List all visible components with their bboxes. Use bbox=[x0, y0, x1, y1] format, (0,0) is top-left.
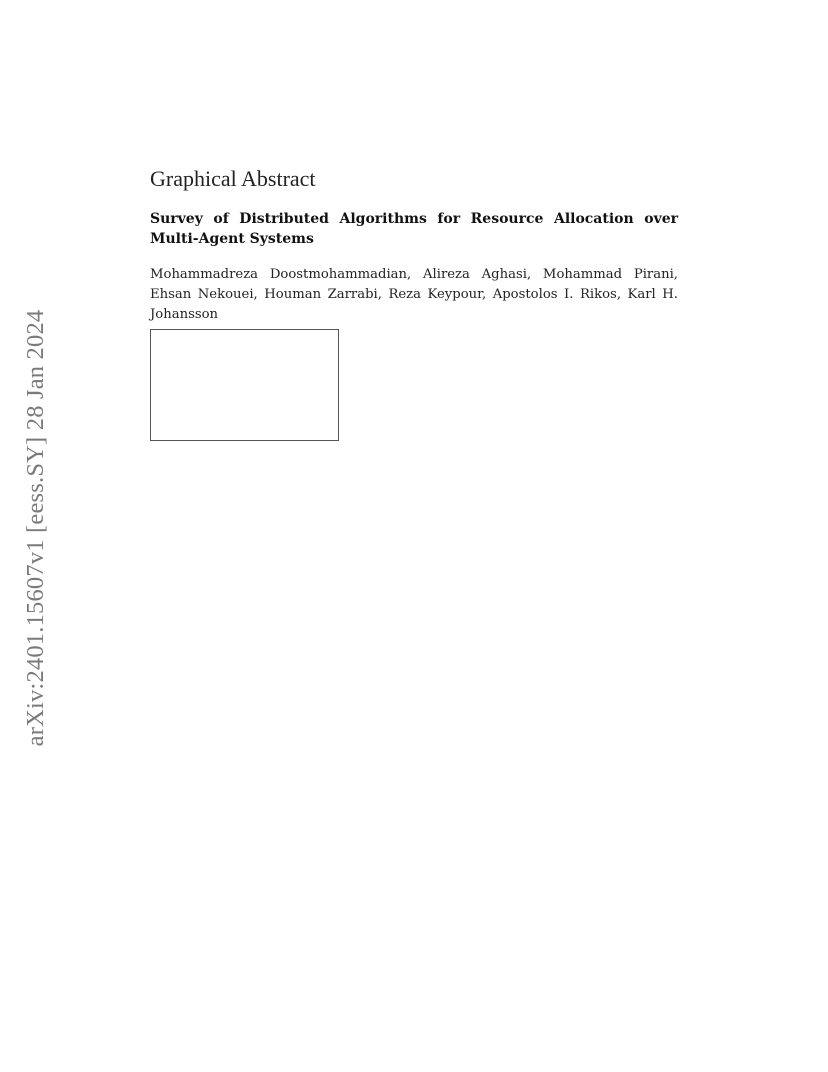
author-list: Mohammadreza Doostmohammadian, Alireza Aghasi, Mohammad Pirani, Ehsan Nekouei, Houman Zarrabi, Reza Keypour, Apostolos I. Rikos, Karl H. Johansson bbox=[150, 267, 678, 322]
paper-title: Survey of Distributed Algorithms for Resource Allocation over Multi-Agent Systems bbox=[150, 211, 678, 247]
graphical-abstract-section bbox=[150, 166, 678, 441]
section-heading: Graphical Abstract bbox=[150, 166, 316, 191]
arxiv-identifier-stamp: arXiv:2401.15607v1 [eess.SY] 28 Jan 2024 bbox=[22, 309, 49, 747]
graphical-abstract-image-placeholder bbox=[150, 329, 339, 441]
